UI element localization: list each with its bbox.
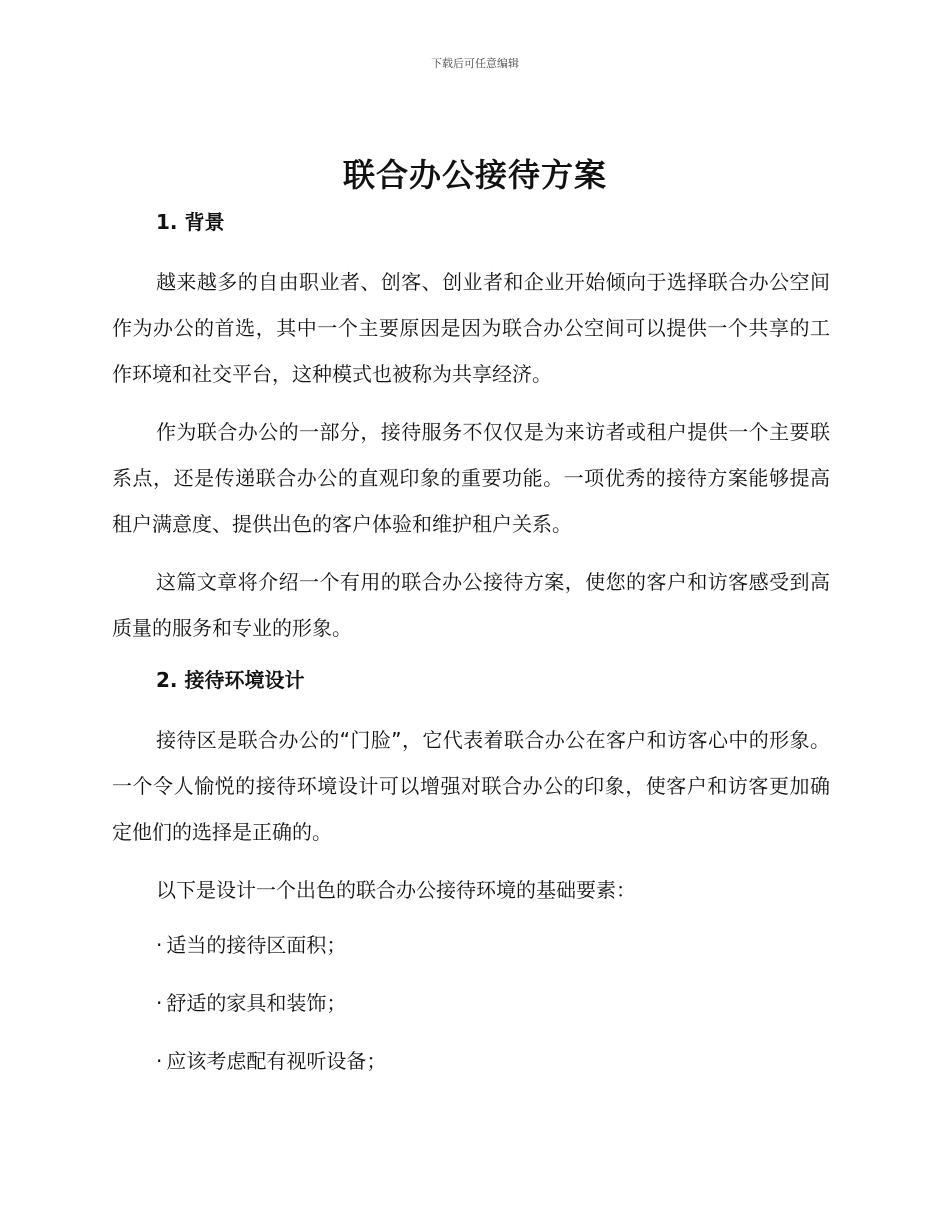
paragraph: 这篇文章将介绍一个有用的联合办公接待方案，使您的客户和访客感受到高质量的服务和专业的形象。 [112,570,830,640]
section-heading-background: 1. 背景 [156,210,225,234]
header-note: 下载后可任意编辑 [431,57,519,70]
paragraph: 作为联合办公的一部分，接待服务不仅仅是为来访者或租户提供一个主要联系点，还是传递联合办公的直观印象的重要功能。一项优秀的接待方案能够提高租户满意度、提供出色的客户体验和维护租户关系。 [112,420,830,536]
bullet-text: 适当的接待区面积； [166,933,347,957]
bullet-symbol: · [156,991,163,1015]
section-heading-reception-design: 2. 接待环境设计 [156,668,305,692]
document-body [112,205,830,1099]
paragraph: 以下是设计一个出色的联合办公接待环境的基础要素： [156,878,636,902]
bullet-symbol: · [156,1049,163,1073]
bullet-item [156,925,830,965]
bullet-item [156,1041,830,1081]
document-title: 联合办公接待方案 [342,156,607,194]
bullet-text: 应该考虑配有视听设备； [166,1049,387,1073]
bullet-symbol: · [156,933,163,957]
bullet-text: 舒适的家具和装饰； [166,991,347,1015]
paragraph: 接待区是联合办公的“门脸”，它代表着联合办公在客户和访客心中的形象。一个令人愉悦的接待环境设计可以增强对联合办公的印象，使客户和访客更加确定他们的选择是正确的。 [112,728,830,844]
bullet-item [156,983,830,1023]
paragraph: 越来越多的自由职业者、创客、创业者和企业开始倾向于选择联合办公空间作为办公的首选，其中一个主要原因是因为联合办公空间可以提供一个共享的工作环境和社交平台，这种模式也被称为共享经济。 [112,270,830,386]
